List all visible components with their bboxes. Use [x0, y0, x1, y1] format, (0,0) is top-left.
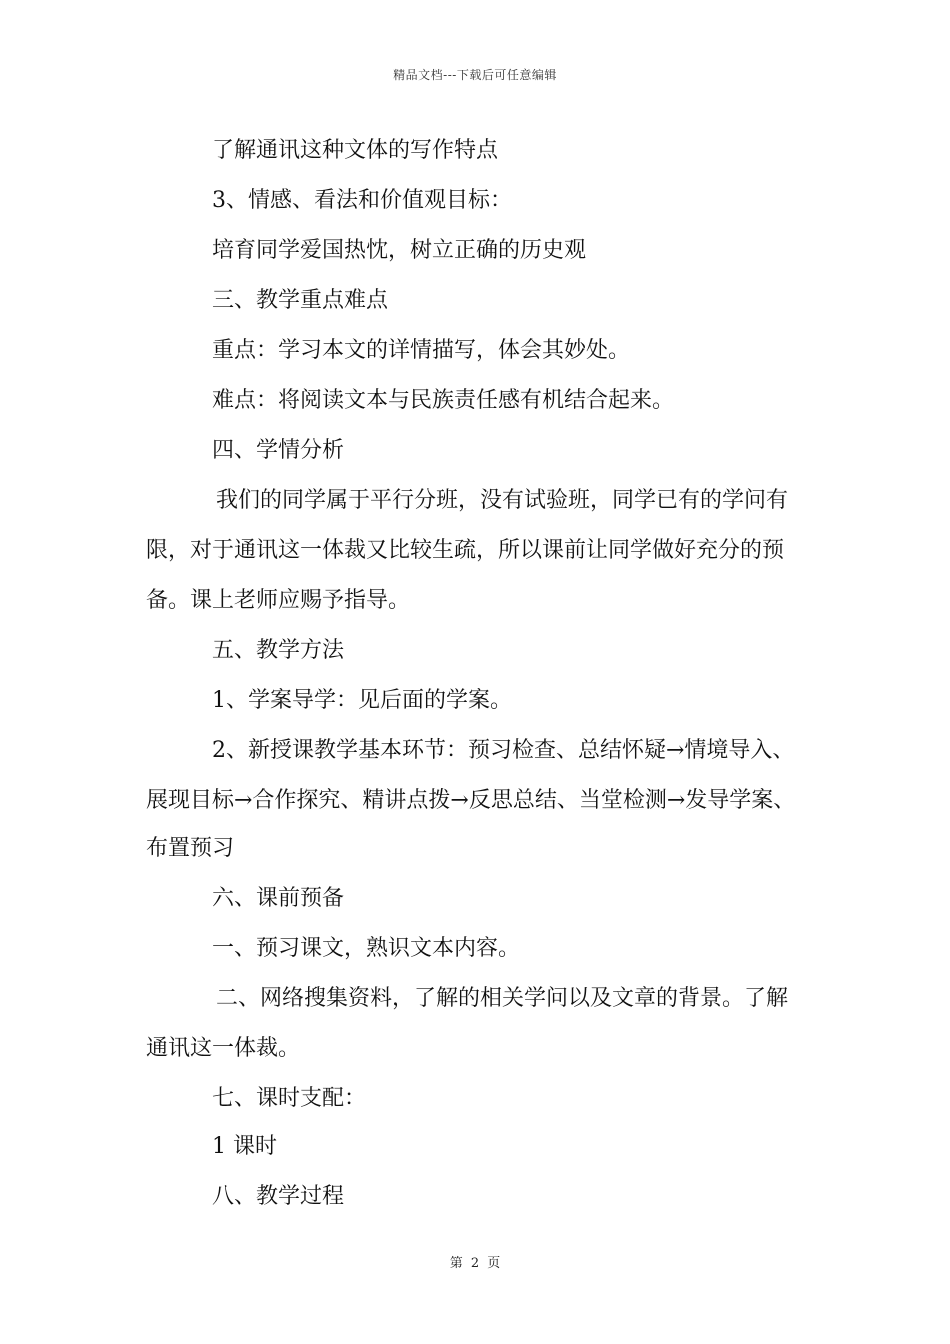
- paragraph-line: 备。课上老师应赐予指导。: [146, 588, 411, 613]
- paragraph-line: 1、学案导学：见后面的学案。: [212, 688, 512, 713]
- paragraph-line: 展现目标→合作探究、精讲点拨→反思总结、当堂检测→发导学案、: [146, 788, 796, 813]
- section-heading: 七、课时支配：: [212, 1086, 367, 1111]
- section-heading: 四、学情分析: [212, 438, 345, 463]
- paragraph-line: 布置预习: [146, 836, 235, 861]
- paragraph-line: 重点：学习本文的详情描写，体会其妙处。: [212, 338, 631, 363]
- page-footer: 第 2 页: [449, 1256, 501, 1271]
- paragraph-line: 限，对于通讯这一体裁又比较生疏，所以课前让同学做好充分的预: [146, 538, 785, 563]
- paragraph-line: 3、情感、看法和价值观目标：: [212, 188, 512, 213]
- paragraph-line: 1 课时: [212, 1134, 277, 1159]
- paragraph-line: 2、新授课教学基本环节：预习检查、总结怀疑→情境导入、: [212, 738, 795, 763]
- paragraph-line: 培育同学爱国热忱，树立正确的历史观: [212, 238, 587, 263]
- paragraph-line: 二、网络搜集资料，了解的相关学问以及文章的背景。了解: [216, 986, 789, 1011]
- section-heading: 八、教学过程: [212, 1184, 345, 1209]
- section-heading: 五、教学方法: [212, 638, 345, 663]
- paragraph-line: 我们的同学属于平行分班，没有试验班，同学已有的学问有: [216, 488, 789, 513]
- section-heading: 六、课前预备: [212, 886, 345, 911]
- paragraph-line: 一、预习课文，熟识文本内容。: [212, 936, 521, 961]
- paragraph-line: 通讯这一体裁。: [146, 1036, 301, 1061]
- page-header: 精品文档---下载后可任意编辑: [393, 68, 557, 82]
- paragraph-line: 了解通讯这种文体的写作特点: [212, 138, 499, 163]
- paragraph-line: 难点：将阅读文本与民族责任感有机结合起来。: [212, 388, 675, 413]
- section-heading: 三、教学重点难点: [212, 288, 389, 313]
